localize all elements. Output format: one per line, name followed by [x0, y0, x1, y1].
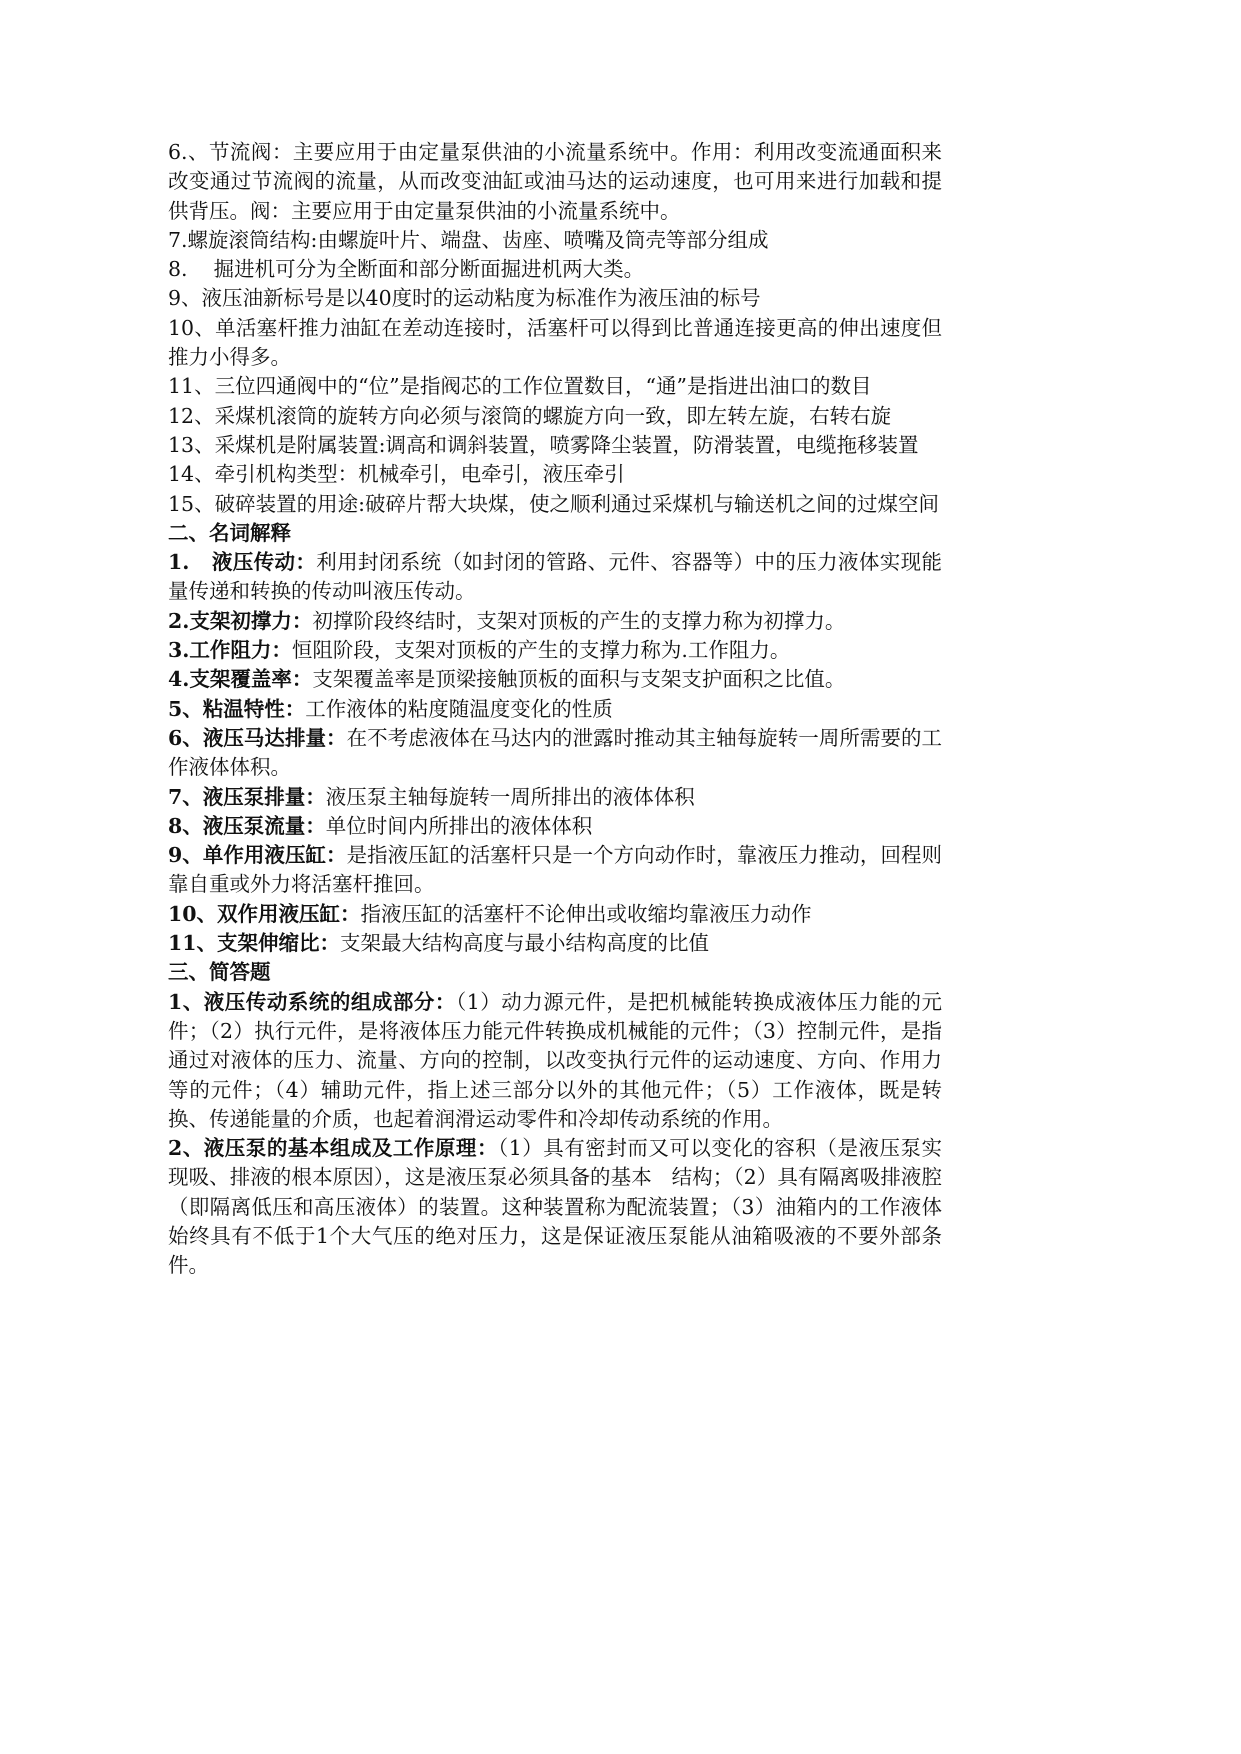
paragraph-text: 7.螺旋滚筒结构:由螺旋叶片、端盘、齿座、喷嘴及筒壳等部分组成: [168, 227, 769, 252]
paragraph-text: 10、单活塞杆推力油缸在差动连接时，活塞杆可以得到比普通连接更高的伸出速度但推力小得多。: [168, 315, 942, 370]
paragraph: [168, 607, 942, 636]
paragraph: [168, 431, 942, 460]
paragraph: [168, 812, 942, 841]
paragraph: [168, 402, 942, 431]
term: 4.支架覆盖率：: [168, 667, 313, 692]
paragraph: [168, 226, 942, 255]
paragraph: [168, 548, 942, 607]
paragraph-text: 13、采煤机是附属装置:调高和调斜装置，喷雾降尘装置，防滑装置，电缆拖移装置: [168, 432, 919, 457]
paragraph: [168, 841, 942, 900]
paragraph-text: 是指液压缸的活塞杆只是一个方向动作时，靠液压力推动，回程则靠自重或外力将活塞杆推回。: [168, 843, 943, 897]
paragraph: [168, 724, 942, 783]
paragraph: [168, 695, 942, 724]
paragraph-text: （1）动力源元件，是把机械能转换成液体压力能的元件；（2）执行元件，是将液体压力能元件转换成机械能的元件；（3）控制元件，是指通过对液体的压力、流量、方向的控制，以改变执行元件的运动速度、方向、作用力等的元件；（4）辅助元件，指上述三部分以外的其他元件；（5）工作液体，既是转换、传递能量的介质，也起着润滑运动零件和冷却传动系统的作用。: [168, 989, 943, 1131]
term: 1、液压传动系统的组成部分：: [168, 989, 456, 1014]
paragraph-text: 初撑阶段终结时，支架对顶板的产生的支撑力称为初撑力。: [312, 608, 846, 633]
document-body: [168, 138, 942, 1281]
term: 10、双作用液压缸：: [168, 901, 361, 926]
paragraph-text: 工作液体的粘度随温度变化的性质: [305, 696, 613, 721]
paragraph: [168, 665, 942, 694]
paragraph: [168, 929, 942, 958]
term: 6、液压马达排量：: [168, 725, 347, 750]
paragraph-text: 液压泵主轴每旋转一周所排出的液体体积: [325, 784, 695, 809]
paragraph: [168, 1134, 942, 1280]
paragraph: [168, 988, 942, 1134]
paragraph-text: 6.、节流阀：主要应用于由定量泵供油的小流量系统中。作用：利用改变流通面积来改变通过节流阀的流量，从而改变油缸或油马达的运动速度，也可用来进行加载和提供背压。阀：主要应用于由定量泵供油的小流量系统中。: [168, 140, 942, 223]
paragraph-text: 恒阻阶段，支架对顶板的产生的支撑力称为.工作阻力。: [291, 638, 791, 663]
paragraph-text: 利用封闭系统（如封闭的管路、元件、容器等）中的压力液体实现能量传递和转换的传动叫液压传动。: [168, 550, 943, 604]
term: 2、液压泵的基本组成及工作原理：: [168, 1136, 498, 1161]
paragraph: [168, 460, 942, 489]
paragraph: [168, 636, 942, 665]
paragraph-text: 支架最大结构高度与最小结构高度的比值: [340, 931, 710, 956]
paragraph: [168, 284, 942, 313]
paragraph: [168, 314, 942, 373]
term: 5、粘温特性：: [168, 696, 306, 721]
paragraph: [168, 255, 942, 284]
paragraph-text: 14、牵引机构类型：机械牵引，电牵引，液压牵引: [168, 462, 625, 487]
section-heading: 二、名词解释: [168, 520, 291, 545]
term: 2.支架初撑力：: [168, 608, 313, 633]
paragraph-text: 8. 掘进机可分为全断面和部分断面掘进机两大类。: [168, 257, 645, 282]
paragraph: [168, 900, 942, 929]
paragraph: [168, 490, 942, 519]
paragraph-text: 11、三位四通阀中的“位”是指阀芯的工作位置数目，“通”是指进出油口的数目: [168, 374, 872, 399]
paragraph: [168, 138, 942, 226]
term: 9、单作用液压缸：: [168, 843, 347, 868]
paragraph: [168, 372, 942, 401]
paragraph-text: 在不考虑液体在马达内的泄露时推动其主轴每旋转一周所需要的工作液体体积。: [168, 725, 943, 780]
term: 8、液压泵流量：: [168, 813, 326, 838]
paragraph-text: 12、采煤机滚筒的旋转方向必须与滚筒的螺旋方向一致，即左转左旋，右转右旋: [168, 403, 892, 428]
term: 1. 液压传动：: [168, 550, 317, 575]
paragraph-text: 支架覆盖率是顶梁接触顶板的面积与支架支护面积之比值。: [312, 667, 846, 692]
paragraph-text: 单位时间内所排出的液体体积: [325, 813, 593, 838]
term: 11、支架伸缩比：: [168, 931, 341, 956]
term: 7、液压泵排量：: [168, 784, 326, 809]
paragraph-text: （1）具有密封而又可以变化的容积（是液压泵实现吸、排液的根本原因），这是液压泵必须具备的基本 结构；（2）具有隔离吸排液腔（即隔离低压和高压液体）的装置。这种装置称为配流装置；（3）油箱内的工作液体始终具有不低于1个大气压的绝对压力，这是保证液压泵能从油箱吸液的不要外部条件。: [168, 1136, 942, 1278]
term: 3.工作阻力：: [168, 638, 292, 663]
paragraph-text: 15、破碎装置的用途:破碎片帮大块煤，使之顺利通过采煤机与输送机之间的过煤空间: [168, 491, 939, 516]
section-heading: 三、简答题: [168, 960, 271, 985]
paragraph-text: 9、液压油新标号是以40度时的运动粘度为标准作为液压油的标号: [168, 286, 761, 311]
paragraph-text: 指液压缸的活塞杆不论伸出或收缩均靠液压力动作: [360, 901, 812, 926]
paragraph: [168, 783, 942, 812]
